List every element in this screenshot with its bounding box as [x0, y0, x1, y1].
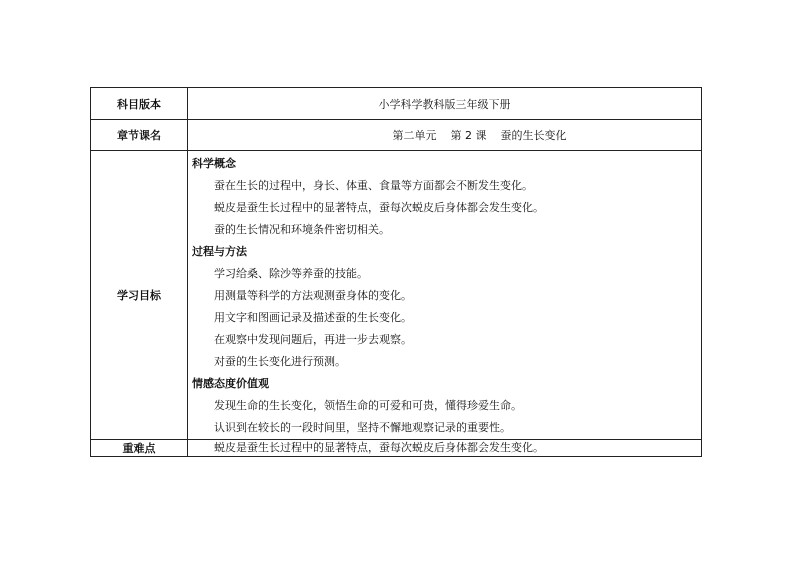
chapter-title: 蚕的生长变化 — [500, 129, 567, 142]
section-heading: 科学概念 — [192, 157, 236, 170]
goals-label: 学习目标 — [91, 151, 188, 440]
goal-item: 学习给桑、除沙等养蚕的技能。 — [214, 267, 368, 280]
key-points-value: 蜕皮是蚕生长过程中的显著特点，蚕每次蜕皮后身体都会发生变化。 — [188, 440, 702, 457]
edition-value: 小学科学教科版三年级下册 — [188, 88, 702, 120]
goal-item: 发现生命的生长变化，领悟生命的可爱和可贵，懂得珍爱生命。 — [214, 399, 522, 412]
section-heading: 情感态度价值观 — [192, 377, 269, 390]
goals-content — [188, 151, 702, 440]
goal-item: 在观察中发现问题后，再进一步去观察。 — [214, 333, 412, 346]
table-row-edition — [91, 88, 702, 120]
key-points-label: 重难点 — [91, 440, 188, 457]
chapter-lesson: 第 2 课 — [450, 129, 487, 142]
goal-item: 蜕皮是蚕生长过程中的显著特点，蚕每次蜕皮后身体都会发生变化。 — [214, 201, 544, 214]
goal-item: 蚕在生长的过程中，身长、体重、食量等方面都会不断发生变化。 — [214, 179, 533, 192]
section-heading: 过程与方法 — [192, 245, 247, 258]
edition-label: 科目版本 — [91, 88, 188, 120]
goal-item: 蚕的生长情况和环境条件密切相关。 — [214, 223, 390, 236]
goal-item: 用文字和图画记录及描述蚕的生长变化。 — [214, 311, 412, 324]
goal-item: 用测量等科学的方法观测蚕身体的变化。 — [214, 289, 412, 302]
table-row-goals — [91, 151, 702, 440]
table-row-key-points — [91, 440, 702, 457]
chapter-value — [188, 120, 702, 151]
lesson-plan-table — [90, 87, 702, 457]
goal-item: 认识到在较长的一段时间里，坚持不懈地观察记录的重要性。 — [214, 421, 511, 434]
table-row-chapter — [91, 120, 702, 151]
chapter-unit: 第二单元 — [392, 129, 437, 142]
chapter-label: 章节课名 — [91, 120, 188, 151]
goal-item: 对蚕的生长变化进行预测。 — [214, 355, 346, 368]
